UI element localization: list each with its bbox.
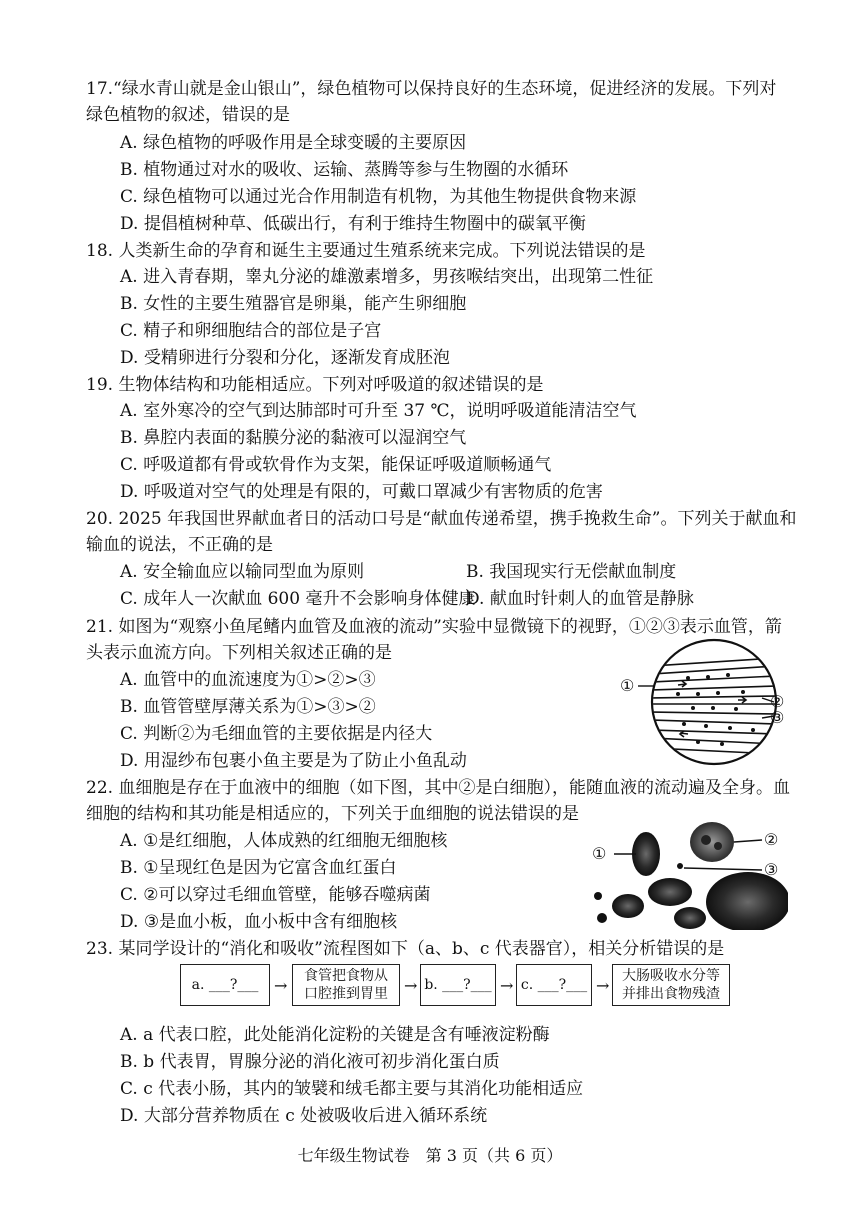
q19-stem: 19. 生物体结构和功能相适应。下列对呼吸道的叙述错误的是 — [86, 375, 544, 395]
q17-option-a: A. 绿色植物的呼吸作用是全球变暖的主要原因 — [120, 133, 467, 153]
q19-option-a: A. 室外寒冷的空气到达肺部时可升至 37 ℃，说明呼吸道能清洁空气 — [120, 401, 637, 421]
q23-option-d: D. 大部分营养物质在 c 处被吸收后进入循环系统 — [120, 1106, 488, 1126]
q17-option-d: D. 提倡植树种草、低碳出行，有利于维持生物圈中的碳氧平衡 — [120, 214, 586, 234]
q17-stem-line1: 17.“绿水青山就是金山银山”，绿色植物可以保持良好的生态环境，促进经济的发展。下列对 — [86, 79, 777, 99]
q19-option-b: B. 鼻腔内表面的黏膜分泌的黏液可以湿润空气 — [120, 428, 467, 448]
q22-label-1: ① — [592, 844, 607, 863]
microscope-field-image — [618, 638, 788, 768]
q21-option-c: C. 判断②为毛细血管的主要依据是内径大 — [120, 724, 433, 744]
q21-label-2: ② — [770, 692, 785, 711]
flow-arrow-1: → — [274, 976, 288, 995]
q17-option-c: C. 绿色植物可以通过光合作用制造有机物，为其他生物提供食物来源 — [120, 187, 637, 207]
q17-stem-line2: 绿色植物的叙述，错误的是 — [86, 105, 290, 125]
blood-cells-image — [588, 822, 788, 930]
flow-box-c: c. ___?___ — [516, 964, 592, 1006]
q17-option-b: B. 植物通过对水的吸收、运输、蒸腾等参与生物圈的水循环 — [120, 160, 569, 180]
q22-label-3: ③ — [764, 860, 779, 879]
q18-option-d: D. 受精卵进行分裂和分化，逐渐发育成胚泡 — [120, 348, 450, 368]
flow-box-a: a. ___?___ — [180, 964, 270, 1006]
q21-label-1: ① — [620, 676, 635, 695]
blood-cells-figure — [588, 822, 788, 930]
q22-label-2: ② — [764, 830, 779, 849]
q23-option-b: B. b 代表胃，胃腺分泌的消化液可初步消化蛋白质 — [120, 1052, 500, 1072]
q23-option-a: A. a 代表口腔，此处能消化淀粉的关键是含有唾液淀粉酶 — [120, 1025, 550, 1045]
q21-option-b: B. 血管管壁厚薄关系为①>③>② — [120, 697, 376, 717]
q23-option-c: C. c 代表小肠，其内的皱襞和绒毛都主要与其消化功能相适应 — [120, 1079, 584, 1099]
q21-option-a: A. 血管中的血流速度为①>②>③ — [120, 670, 376, 690]
flow-box-b: b. ___?___ — [420, 964, 496, 1006]
q18-option-a: A. 进入青春期，睾丸分泌的雄激素增多，男孩喉结突出，出现第二性征 — [120, 267, 654, 287]
q20-stem-line1: 20. 2025 年我国世界献血者日的活动口号是“献血传递希望，携手挽救生命”。下列关于献血和 — [86, 509, 797, 529]
microscope-field-figure — [618, 638, 788, 768]
flow-arrow-4: → — [596, 976, 610, 995]
q21-stem-line2: 头表示血流方向。下列相关叙述正确的是 — [86, 643, 392, 663]
q21-label-3: ③ — [770, 708, 785, 727]
q20-stem-line2: 输血的说法，不正确的是 — [86, 535, 273, 555]
q22-option-d: D. ③是血小板，血小板中含有细胞核 — [120, 912, 398, 932]
q22-option-a: A. ①是红细胞，人体成熟的红细胞无细胞核 — [120, 831, 448, 851]
q20-option-a: A. 安全输血应以输同型血为原则 — [120, 562, 365, 582]
q20-option-d: D. 献血时针刺人的血管是静脉 — [466, 589, 694, 609]
q22-option-c: C. ②可以穿过毛细血管壁，能够吞噬病菌 — [120, 885, 431, 905]
flow-arrow-3: → — [500, 976, 514, 995]
q18-option-c: C. 精子和卵细胞结合的部位是子宫 — [120, 321, 382, 341]
q19-option-d: D. 呼吸道对空气的处理是有限的，可戴口罩减少有害物质的危害 — [120, 482, 603, 502]
q22-stem-line2: 细胞的结构和其功能是相适应的，下列关于血细胞的说法错误的是 — [86, 804, 579, 824]
page-footer: 七年级生物试卷 第 3 页（共 6 页） — [297, 1146, 563, 1165]
q18-option-b: B. 女性的主要生殖器官是卵巢，能产生卵细胞 — [120, 294, 467, 314]
q20-option-b: B. 我国现实行无偿献血制度 — [466, 562, 677, 582]
q20-option-c: C. 成年人一次献血 600 毫升不会影响身体健康 — [120, 589, 476, 609]
flow-box-esophagus: 食管把食物从口腔推到胃里 — [292, 964, 400, 1006]
q23-stem: 23. 某同学设计的“消化和吸收”流程图如下（a、b、c 代表器官），相关分析错误的是 — [86, 939, 725, 959]
flow-arrow-2: → — [404, 976, 418, 995]
q22-option-b: B. ①呈现红色是因为它富含血红蛋白 — [120, 858, 397, 878]
q19-option-c: C. 呼吸道都有骨或软骨作为支架，能保证呼吸道顺畅通气 — [120, 455, 552, 475]
q22-stem-line1: 22. 血细胞是存在于血液中的细胞（如下图，其中②是白细胞），能随血液的流动遍及全身。血 — [86, 778, 790, 798]
q21-stem-line1: 21. 如图为“观察小鱼尾鳍内血管及血液的流动”实验中显微镜下的视野，①②③表示血管，箭 — [86, 617, 782, 637]
q18-stem: 18. 人类新生命的孕育和诞生主要通过生殖系统来完成。下列说法错误的是 — [86, 241, 646, 261]
flow-box-large-intestine: 大肠吸收水分等并排出食物残渣 — [612, 964, 730, 1006]
q21-option-d: D. 用湿纱布包裹小鱼主要是为了防止小鱼乱动 — [120, 751, 467, 771]
